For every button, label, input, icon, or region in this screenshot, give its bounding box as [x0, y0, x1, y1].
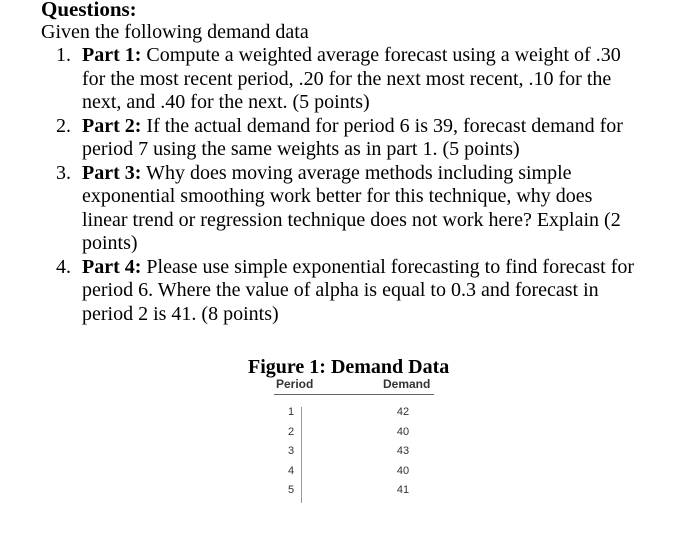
- demand-cell: 40: [396, 464, 410, 477]
- question-text-line: linear trend or regression technique does not work here? Explain (2: [82, 208, 621, 231]
- figure-title: Figure 1: Demand Data: [248, 356, 450, 378]
- period-cell: 1: [287, 406, 295, 418]
- period-column-header: Period: [276, 377, 314, 391]
- demand-cell: 41: [396, 484, 410, 496]
- question-label: Part 2:: [82, 114, 142, 137]
- table-row: [270, 443, 440, 463]
- question-text-line: points): [82, 232, 138, 254]
- question-item: [56, 162, 696, 256]
- question-text-line: Please use simple exponential forecasting to find forecast for: [141, 255, 635, 278]
- question-text-line: period 2 is 41. (8 points): [82, 302, 279, 325]
- question-number: 4.: [56, 255, 71, 278]
- intro-text: Given the following demand data: [41, 21, 309, 43]
- question-item: [56, 256, 696, 327]
- table-row: [270, 404, 440, 424]
- period-cell: 4: [287, 464, 295, 477]
- period-cell: 2: [287, 425, 295, 438]
- question-text-line: period 7 using the same weights as in part 1. (5 points): [82, 138, 520, 160]
- question-text-line: for the most recent period, .20 for the next most recent, .10 for the: [82, 67, 612, 90]
- period-cell: 3: [287, 445, 295, 457]
- table-row: [270, 463, 440, 483]
- question-label: Part 4:: [82, 255, 142, 278]
- question-number: 2.: [56, 114, 71, 137]
- question-text-line: exponential smoothing work better for this technique, why does: [82, 185, 593, 207]
- question-item: [56, 115, 696, 162]
- table-row: [270, 424, 440, 444]
- question-label: Part 3:: [82, 161, 142, 184]
- table-header-rule: [274, 394, 434, 395]
- demand-cell: 42: [396, 406, 410, 418]
- question-list: [56, 44, 696, 326]
- question-item: [56, 44, 696, 115]
- demand-cell: 43: [396, 445, 410, 457]
- period-cell: 5: [287, 484, 295, 496]
- question-text-line: If the actual demand for period 6 is 39, forecast demand for: [141, 114, 623, 137]
- demand-cell: 40: [396, 425, 410, 438]
- table-row: [270, 482, 440, 502]
- questions-heading: Questions:: [41, 0, 137, 21]
- question-text-line: next, and .40 for the next. (5 points): [82, 91, 370, 113]
- question-text-line: period 6. Where the value of alpha is equal to 0.3 and forecast in: [82, 279, 599, 301]
- question-label: Part 1:: [82, 44, 142, 66]
- demand-column-header: Demand: [383, 377, 431, 391]
- question-number: 3.: [56, 161, 71, 184]
- question-number: 1.: [56, 44, 71, 66]
- question-text-line: Compute a weighted average forecast using a weight of .30: [141, 44, 621, 66]
- question-text-line: Why does moving average methods including simple: [141, 161, 572, 184]
- demand-table: [270, 404, 440, 502]
